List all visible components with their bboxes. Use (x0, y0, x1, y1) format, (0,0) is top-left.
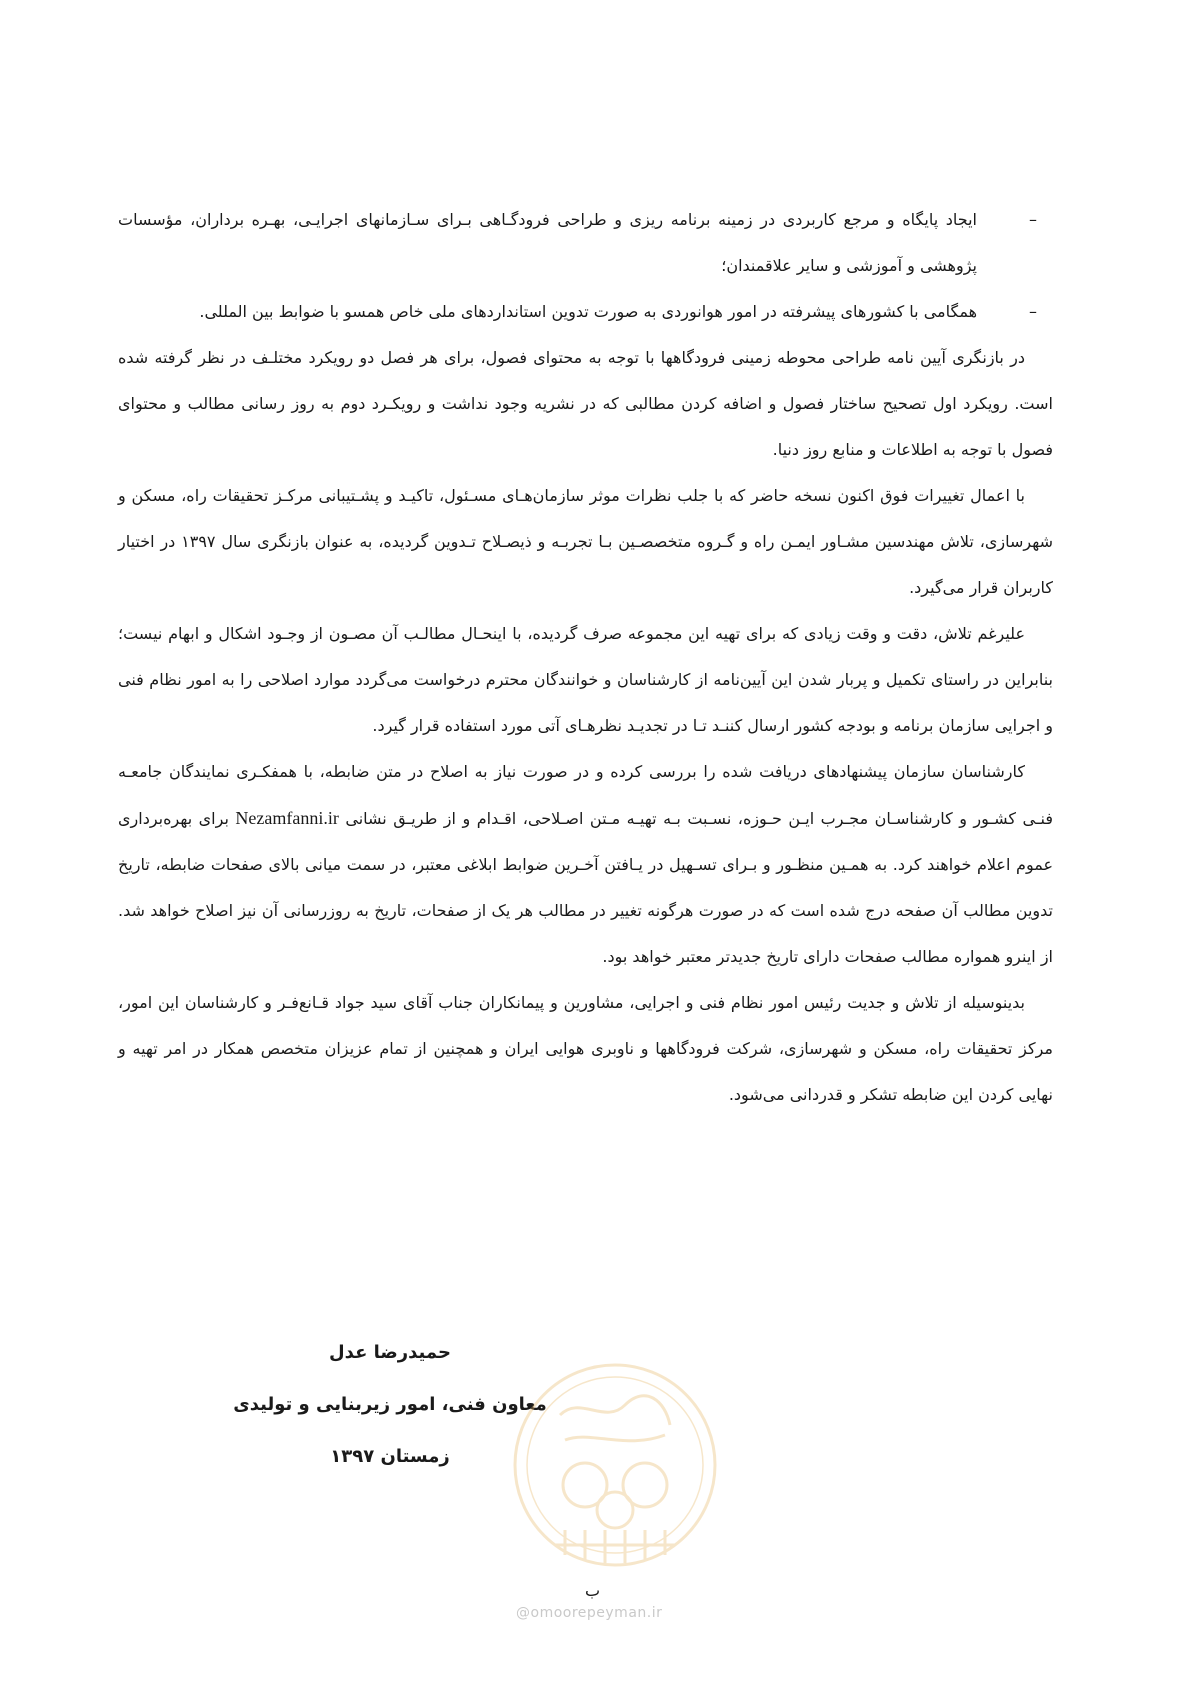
paragraph-text: برای بهره‌برداری عموم اعلام خواهند کرد. به همـین منظـور و بـرای تسـهیل در یـافتن آخـرین ضوابط ابلاغی معتبر، در سمت میانی بالای صفحات ضابطه، تاریخ تدوین مطالب آن صفحه درج شده است که در صورت هرگونه تغییر در مطالب هر یک از صفحات، تاریخ به روزرسانی آن نیز اصلاح خواهد شد. از اینرو همواره مطالب صفحات دارای تاریخ جدیدتر معتبر خواهد بود. (118, 809, 1053, 966)
bullet-item (118, 197, 1053, 289)
signatory-title: معاون فنی، امور زیربنایی و تولیدی (233, 1394, 547, 1415)
bullet-item (118, 289, 1053, 335)
paragraph-text: کارشناسان سازمان پیشنهادهای دریافت شده را بررسی کرده و در صورت نیاز به اصلاح در متن ضابطه، با همفکـری نمایندگان جامعـه فنـی کشـور و کارشناسـان مجـرب ایـن حـوزه، نسـبت بـه تهیـه مـتن اصـلاحی، اقـدام و از طریـق نشانی (118, 762, 1054, 828)
paragraph-revision-approach: در بازنگری آیین نامه طراحی محوطه زمینی فرودگاهها با توجه به محتوای فصول، برای هر فصل دو رویکرد مختلـف در نظر گرفته شده است. رویکرد اول تصحیح ساختار فصول و اضافه کردن مطالبی که در نشریه وجود نداشت و رویکـرد دوم به روز رسانی مطالب و محتوای فصول با توجه به اطلاعات و منابع روز دنیا. (118, 348, 1053, 459)
document-body (118, 197, 1053, 1118)
page-number: ب (585, 1581, 601, 1600)
paragraph-acknowledgement: بدینوسیله از تلاش و جدیت رئیس امور نظام فنی و اجرایی، مشاورین و پیمانکاران جناب آقای سید جواد قـانع‌فـر و کارشناسان این امور، مرکز تحقیقات راه، مسکن و شهرسازی، شرکت فرودگاهها و ناوبری هوایی ایران و همچنین از تمام عزیزان متخصص همکار در امر تهیه و نهایی کردن این ضابطه تشکر و قدردانی می‌شود. (118, 993, 1053, 1104)
watermark-url: @omoorepeyman.ir (516, 1605, 663, 1621)
paragraph-update-process (118, 749, 1053, 980)
paragraph-current-edition: با اعمال تغییرات فوق اکنون نسخه حاضر که با جلب نظرات موثر سازمان‌هـای مسـئول، تاکیـد و پشـتیبانی مرکـز تحقیقات راه، مسکن و شهرسازی، تلاش مهندسین مشـاور ایمـن راه و گـروه متخصصـین بـا تجربـه و ذیصـلاح تـدوین گردیده، به عنوان بازنگری سال ۱۳۹۷ در اختیار کاربران قرار می‌گیرد. (118, 486, 1053, 597)
bullet-text: همگامی با کشورهای پیشرفته در امور هوانوردی به صورت تدوین استانداردهای ملی خاص همسو با ضوابط بین المللی. (199, 302, 977, 321)
bullet-marker: – (1029, 210, 1037, 229)
bullet-text: ایجاد پایگاه و مرجع کاربردی در زمینه برنامه ریزی و طراحی فرودگـاهی بـرای سـازمانهای اجرایـی، بهـره برداران، مؤسسات پژوهشی و آموزشی و سایر علاقمندان؛ (118, 210, 977, 275)
paragraph-feedback-request: علیرغم تلاش، دقت و وقت زیادی که برای تهیه این مجموعه صرف گردیده، با اینحـال مطالـب آن مصـون از وجـود اشکال و ابهام نیست؛ بنابراین در راستای تکمیل و پربار شدن این آیین‌نامه از کارشناسان و خوانندگان محترم درخواست می‌گردد موارد اصلاحی را به امور نظام فنی و اجرایی سازمان برنامه و بودجه کشور ارسال کننـد تـا در تجدیـد نظرهـای آتی مورد استفاده قرار گیرد. (118, 624, 1053, 735)
signatory-name: حمیدرضا عدل (329, 1342, 451, 1363)
website-link[interactable]: Nezamfanni.ir (235, 808, 339, 828)
signature-date: زمستان ۱۳۹۷ (330, 1446, 450, 1467)
watermark-seal-icon (505, 1355, 725, 1575)
bullet-marker: – (1029, 302, 1037, 321)
